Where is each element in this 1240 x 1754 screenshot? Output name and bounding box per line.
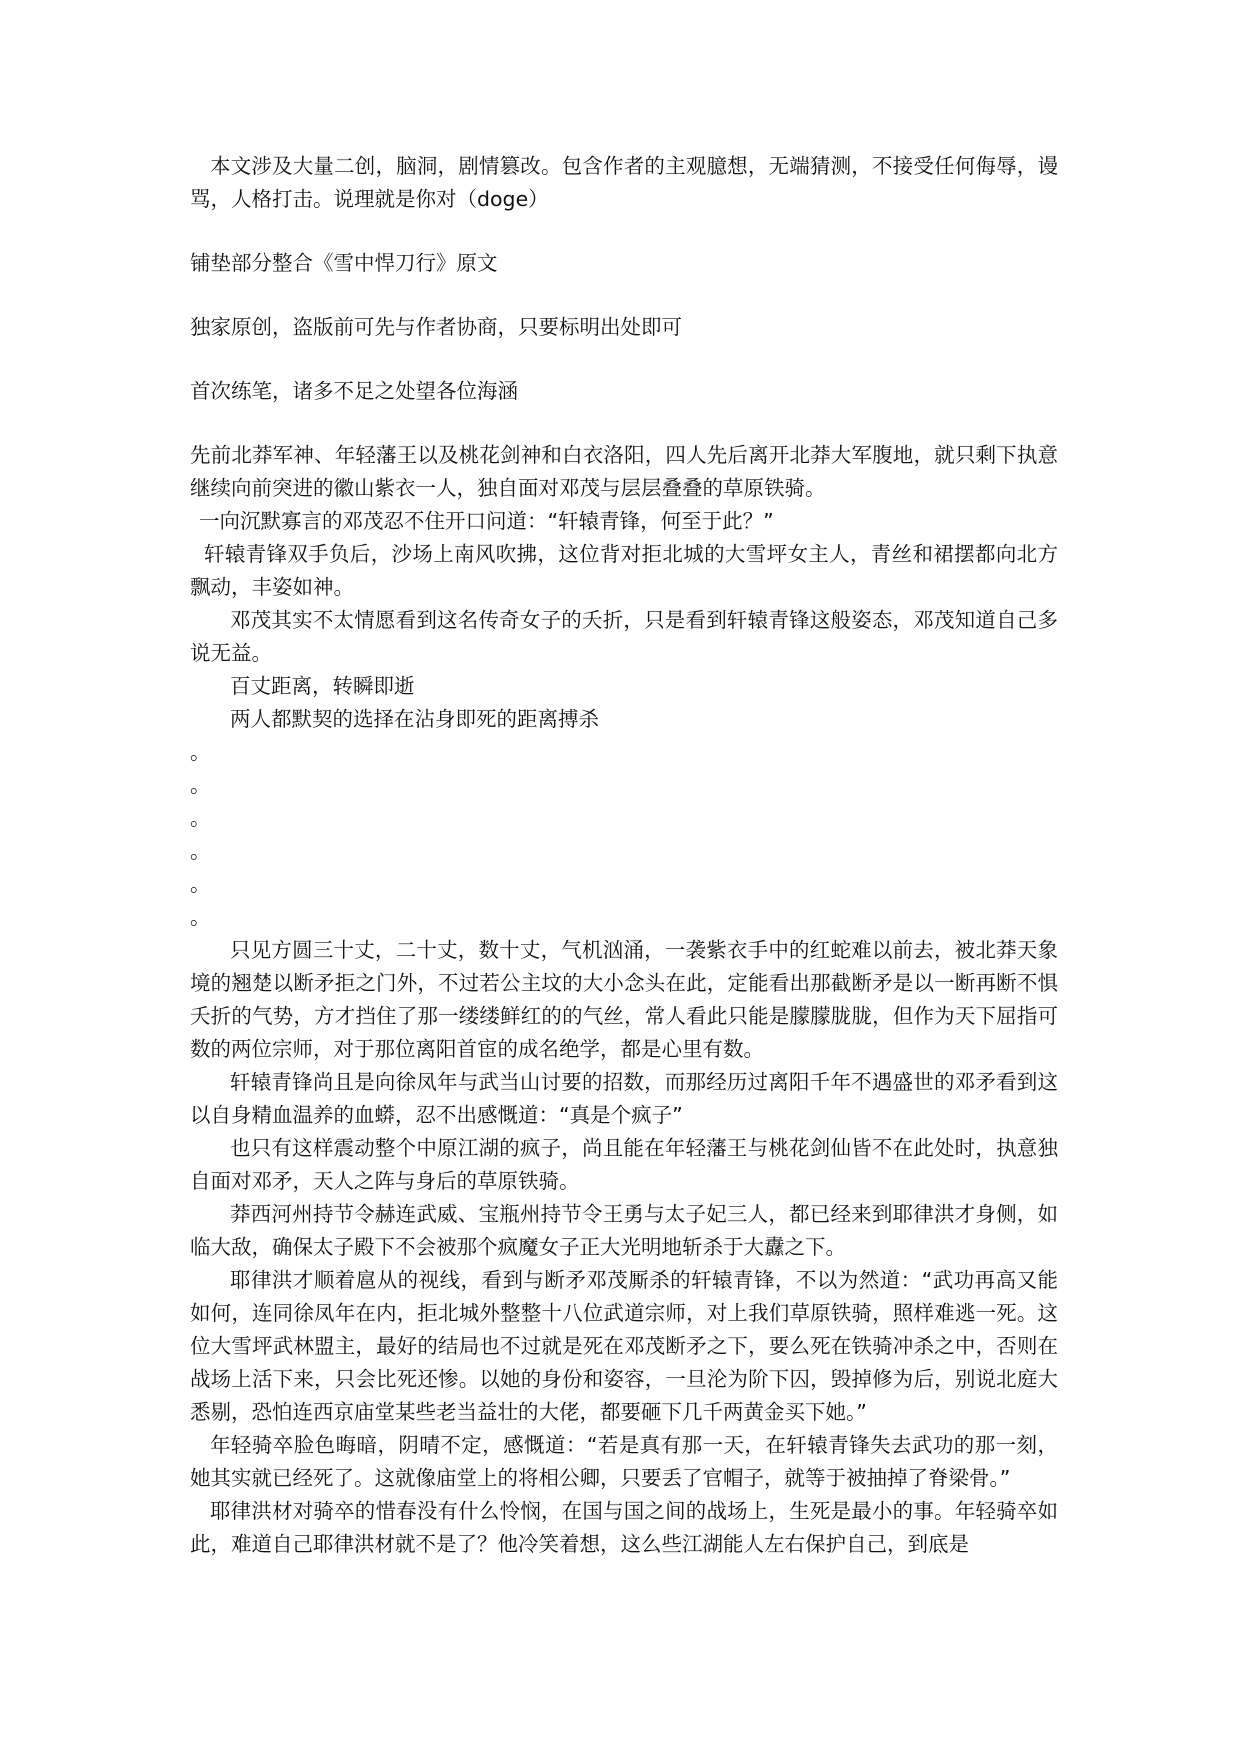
body-paragraph: 只见方圆三十丈，二十丈，数十丈，气机汹涌，一袭紫衣手中的红蛇难以前去，被北莽天象境的翘楚以断矛拒之门外，不过若公主坟的大小念头在此，定能看出那截断矛是以一断再断不惧夭折的气势，方才挡住了那一缕缕鲜红的的气丝，常人看此只能是朦朦胧胧，但作为天下屈指可数的两位宗师，对于那位离阳首宦的成名绝学，都是心里有数。 [190,938,1058,1061]
disclaimer-paragraph: 本文涉及大量二创，脑洞，剧情篡改。包含作者的主观臆想，无端猜测，不接受任何侮辱，谩骂，人格打击。说理就是你对（doge） [190,154,1058,211]
copyright-note: 独家原创，盗版前可先与作者协商，只要标明出处即可 [190,315,682,339]
body-paragraph: 邓茂其实不太情愿看到这名传奇女子的夭折，只是看到轩辕青锋这般姿态，邓茂知道自己多说无益。 [190,608,1058,665]
spacer [190,344,1058,375]
ellipsis-dot: 。 [190,806,211,830]
body-paragraph: 耶律洪才顺着扈从的视线，看到与断矛邓茂厮杀的轩辕青锋，不以为然道：“武功再高又能如何，连同徐凤年在内，拒北城外整整十八位武道宗师，对上我们草原铁骑，照样难逃一死。这位大雪坪武林盟主，最好的结局也不过就是死在邓茂断矛之下，要么死在铁骑冲杀之中，否则在战场上活下来，只会比死还惨。以她的身份和姿容，一旦沦为阶下囚，毁掉修为后，别说北庭大悉剔，恐怕连西京庙堂某些老当益壮的大佬，都要砸下几千两黄金买下她。” [190,1268,1058,1424]
source-note: 铺垫部分整合《雪中悍刀行》原文 [190,251,498,275]
document-page [190,150,1058,1561]
ellipsis-dot: 。 [190,773,211,797]
spacer [190,280,1058,311]
body-paragraph: 一向沉默寡言的邓茂忍不住开口问道：“轩辕青锋，何至于此？” [199,509,774,533]
body-paragraph: 也只有这样震动整个中原江湖的疯子，尚且能在年轻藩王与桃花剑仙皆不在此处时，执意独自面对邓矛，天人之阵与身后的草原铁骑。 [190,1136,1058,1193]
body-paragraph: 百丈距离，转瞬即逝 [230,674,415,698]
ellipsis-dot: 。 [190,905,211,929]
body-paragraph: 两人都默契的选择在沾身即死的距离搏杀 [230,707,599,731]
body-paragraph: 耶律洪材对骑卒的惜春没有什么怜悯，在国与国之间的战场上，生死是最小的事。年轻骑卒如此，难道自己耶律洪材就不是了？他冷笑着想，这么些江湖能人左右保护自己，到底是 [190,1499,1058,1556]
ellipsis-dot: 。 [190,872,211,896]
ellipsis-dot: 。 [190,740,211,764]
body-paragraph: 轩辕青锋尚且是向徐凤年与武当山讨要的招数，而那经历过离阳千年不遇盛世的邓矛看到这以自身精血温养的血蟒，忍不出感慨道：“真是个疯子” [190,1070,1058,1127]
body-paragraph: 莽西河州持节令赫连武威、宝瓶州持节令王勇与太子妃三人，都已经来到耶律洪才身侧，如临大敌，确保太子殿下不会被那个疯魔女子正大光明地斩杀于大纛之下。 [190,1202,1058,1259]
author-note: 首次练笔，诸多不足之处望各位海涵 [190,379,518,403]
spacer [190,216,1058,247]
spacer [190,408,1058,439]
body-paragraph: 年轻骑卒脸色晦暗，阴晴不定，感慨道：“若是真有那一天，在轩辕青锋失去武功的那一刻，她其实就已经死了。这就像庙堂上的将相公卿，只要丢了官帽子，就等于被抽掉了脊梁骨。” [190,1433,1058,1490]
ellipsis-dot: 。 [190,839,211,863]
body-paragraph: 先前北莽军神、年轻藩王以及桃花剑神和白衣洛阳，四人先后离开北莽大军腹地，就只剩下执意继续向前突进的徽山紫衣一人，独自面对邓茂与层层叠叠的草原铁骑。 [190,443,1058,500]
body-paragraph: 轩辕青锋双手负后，沙场上南风吹拂，这位背对拒北城的大雪坪女主人，青丝和裙摆都向北方飘动，丰姿如神。 [190,542,1058,599]
